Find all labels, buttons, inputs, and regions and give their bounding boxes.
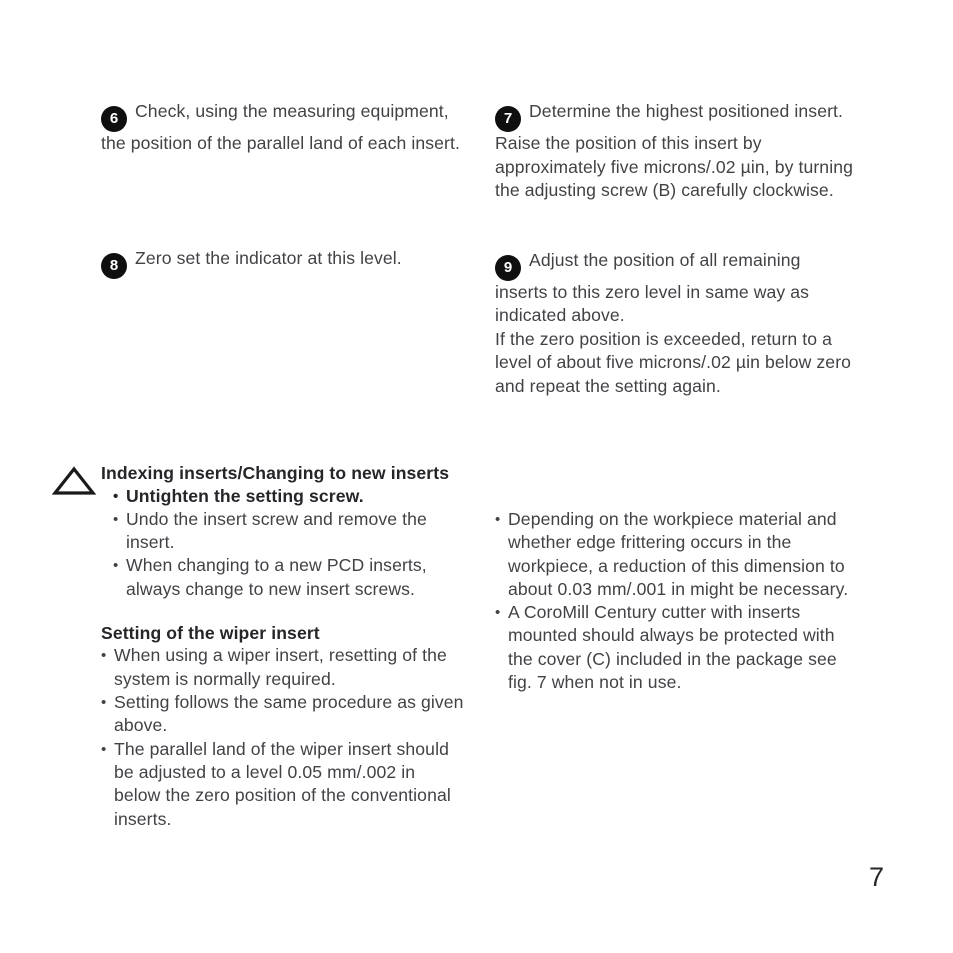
list-item: • Setting follows the same procedure as given above. — [101, 691, 466, 738]
step-9-paragraph-2: If the zero position is exceeded, return to a level of about five microns/.02 µin below zero and repeat the setting again. — [495, 328, 852, 396]
step-8-text: Zero set the indicator at this level. — [135, 247, 402, 268]
list-item: • A CoroMill Century cutter with inserts mounted should always be protected with the cover (C) included in the package see fig. 7 when not in use. — [495, 601, 855, 694]
step-7-text: Determine the highest positioned insert. Raise the position of this insert by approximately five microns/.02 µin, by turning the adjusting screw (B) carefully clockwise. — [495, 101, 853, 200]
indexing-bullet-list — [113, 485, 466, 601]
indexing-heading: Indexing inserts/Changing to new inserts — [101, 463, 450, 483]
list-item: • The parallel land of the wiper insert should be adjusted to a level 0.05 mm/.002 in below the zero position of the conventional inserts. — [101, 738, 466, 831]
step-6-block — [101, 100, 461, 156]
step-7-badge: 7 — [495, 106, 521, 132]
list-item: • When changing to a new PCD inserts, always change to new insert screws. — [113, 554, 466, 601]
wiper-heading: Setting of the wiper insert — [101, 622, 320, 643]
right-column-steps — [495, 100, 855, 398]
step-8-paragraph — [101, 247, 461, 279]
step-9-text-1: Adjust the position of all remaining inserts to this zero level in same way as indicated above. — [495, 249, 810, 325]
step-7-block — [495, 100, 855, 203]
list-item: • Untighten the setting screw. — [113, 485, 466, 508]
list-item: • Undo the insert screw and remove the insert. — [113, 508, 466, 555]
step-8-block — [101, 247, 461, 279]
step-6-badge: 6 — [101, 106, 127, 132]
warning-triangle-icon — [52, 466, 96, 496]
step-6-text: Check, using the measuring equipment, the position of the parallel land of each insert. — [101, 101, 460, 153]
step-9-badge: 9 — [495, 255, 521, 281]
step-8-badge: 8 — [101, 253, 127, 279]
left-column-sections — [101, 462, 466, 831]
step-9-paragraph-1 — [495, 249, 855, 328]
page-number: 7 — [869, 862, 885, 892]
step-6-paragraph — [101, 100, 461, 156]
wiper-bullet-list — [101, 644, 466, 830]
list-item: • Depending on the workpiece material and whether edge frittering occurs in the workpiece, a reduction of this dimension to about 0.03 mm/.001 in might be necessary. — [495, 508, 855, 601]
list-item: • When using a wiper insert, resetting of the system is normally required. — [101, 644, 466, 691]
step-7-paragraph — [495, 100, 855, 203]
notes-bullet-list — [495, 508, 855, 694]
step-9-block — [495, 249, 855, 399]
right-column-sections — [495, 508, 855, 694]
left-column-steps — [101, 100, 461, 279]
